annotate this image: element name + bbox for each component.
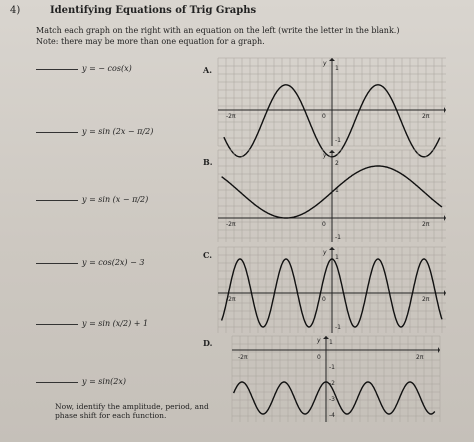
graph-b-x-tick: 0 [322, 221, 326, 228]
graph-d-grid [232, 336, 440, 422]
graph-d-x-tick: -2π [238, 354, 248, 361]
answer-blank[interactable] [36, 381, 78, 383]
graph-d-y-tick: -2 [329, 380, 335, 387]
graph-a-y-label: y [323, 60, 327, 67]
graph-a-x-tick: 2π [422, 113, 430, 120]
graph-d-y-tick: 1 [329, 339, 333, 346]
graph-d [232, 336, 440, 422]
equation-text: y = − cos(x) [82, 64, 132, 73]
graph-d-letter: D. [203, 338, 213, 348]
graph-c-y-label: y [323, 249, 327, 256]
equation-row-1 [36, 64, 132, 73]
graph-a-y-tick: -1 [335, 137, 341, 144]
graph-b-y-tick: 2 [335, 160, 339, 167]
graph-b-x-tick: -2π [226, 221, 236, 228]
equation-text: y = sin (x − π/2) [82, 195, 149, 204]
graph-c-y-tick: -1 [335, 324, 341, 331]
graph-c-y-tick: 1 [335, 254, 339, 261]
graph-d-x-tick: 2π [416, 354, 424, 361]
graph-d-y-tick: -3 [329, 396, 335, 403]
closing-instruction: Now, identify the amplitude, period, and phase shift for each function. [55, 402, 209, 420]
equation-row-6 [36, 377, 126, 386]
graph-b [218, 150, 446, 242]
graph-c [218, 247, 446, 333]
instructions [36, 25, 456, 47]
graph-a-y-tick: 1 [335, 65, 339, 72]
answer-blank[interactable] [36, 199, 78, 201]
answer-blank[interactable] [36, 262, 78, 264]
graph-d-y-tick: -4 [329, 412, 335, 419]
graph-b-y-tick: 1 [335, 187, 339, 194]
graph-d-y-label: y [317, 337, 321, 344]
graph-c-letter: C. [203, 250, 213, 260]
graph-a-x-tick: 0 [322, 113, 326, 120]
equation-row-3 [36, 195, 148, 204]
instruction-line-2: Note: there may be more than one equation for a graph. [36, 37, 265, 46]
graph-b-y-label: y [323, 152, 327, 159]
equation-text: y = sin (x/2) + 1 [82, 319, 149, 328]
equation-row-5 [36, 319, 148, 328]
graph-a-letter: A. [203, 65, 212, 75]
graph-c-x-tick: 0 [322, 296, 326, 303]
graph-b-x-tick: 2π [422, 221, 430, 228]
question-number: 4) [10, 5, 21, 16]
equation-text: y = cos(2x) − 3 [82, 258, 145, 267]
worksheet-title: Identifying Equations of Trig Graphs [50, 5, 257, 16]
graph-d-axes [232, 336, 438, 422]
graph-c-x-tick: -2π [226, 296, 236, 303]
equation-text: y = sin (2x − π/2) [82, 127, 154, 136]
graph-d-y-tick: -1 [329, 364, 335, 371]
graph-a-x-tick: -2π [226, 113, 236, 120]
graph-d-x-tick: 0 [317, 354, 321, 361]
answer-blank[interactable] [36, 131, 78, 133]
graph-c-x-tick: 2π [422, 296, 430, 303]
answer-blank[interactable] [36, 68, 78, 70]
equation-row-2 [36, 127, 153, 136]
graph-b-letter: B. [203, 157, 213, 167]
graph-b-y-tick: -1 [335, 234, 341, 241]
instruction-line-1: Match each graph on the right with an equation on the left (write the letter in the blank.) [36, 26, 400, 35]
equation-text: y = sin(2x) [82, 377, 126, 386]
answer-blank[interactable] [36, 323, 78, 325]
graph-a [218, 58, 446, 146]
equation-row-4 [36, 258, 144, 267]
